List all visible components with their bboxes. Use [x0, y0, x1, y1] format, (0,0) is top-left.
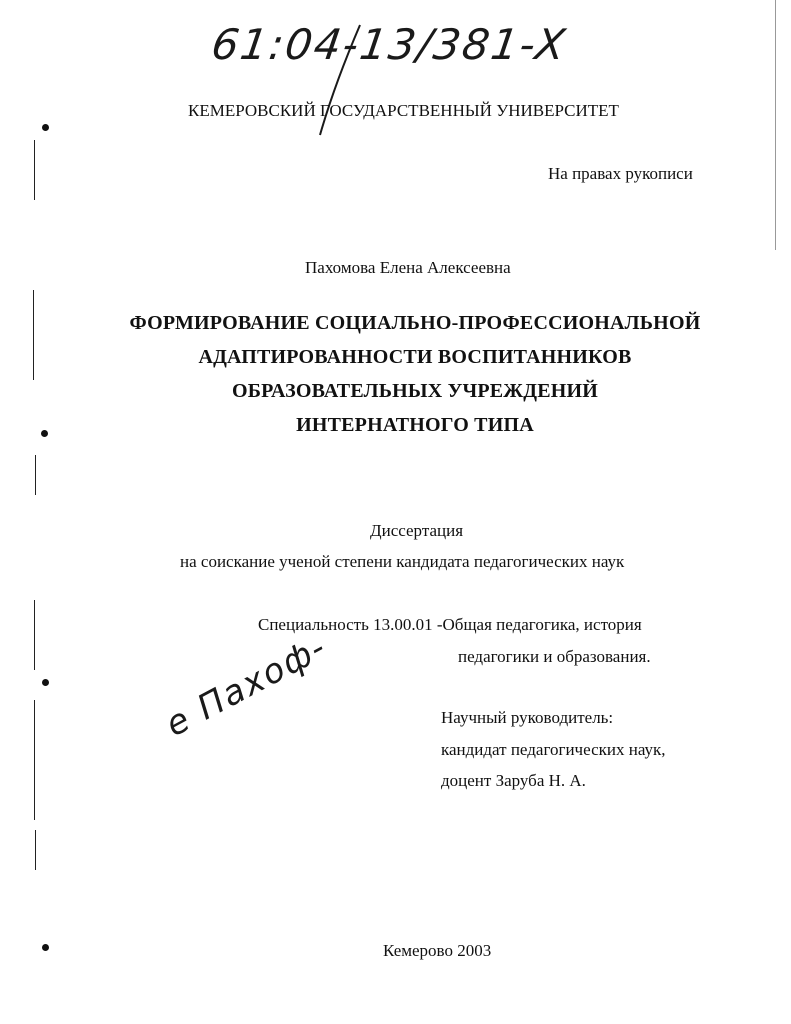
manuscript-note: На правах рукописи [548, 164, 693, 183]
work-type: Диссертация [370, 521, 464, 540]
title-line: ФОРМИРОВАНИЕ СОЦИАЛЬНО-ПРОФЕССИОНАЛЬНОЙ [129, 312, 701, 334]
specialty-line-2: педагогики и образования. [458, 647, 651, 666]
supervisor-label: Научный руководитель: [441, 708, 614, 727]
right-margin-line [775, 0, 776, 250]
margin-line [34, 700, 35, 820]
pen-stroke [300, 20, 370, 140]
university-name: КЕМЕРОВСКИЙ ГОСУДАРСТВЕННЫЙ УНИВЕРСИТЕТ [188, 101, 619, 120]
title-line: ИНТЕРНАТНОГО ТИПА [296, 414, 534, 436]
archive-code-handwritten: 61:04-13/381-X [208, 20, 570, 69]
author-name: Пахомова Елена Алексеевна [305, 258, 511, 277]
margin-line [35, 830, 36, 870]
margin-line [33, 290, 34, 380]
margin-line [34, 140, 35, 200]
author-signature: е Пахоф- [159, 626, 334, 745]
margin-line [34, 600, 35, 670]
dissertation-title [100, 306, 730, 442]
title-line: АДАПТИРОВАННОСТИ ВОСПИТАННИКОВ [198, 346, 632, 368]
supervisor-name: доцент Заруба Н. А. [441, 771, 586, 790]
binding-hole-mark [42, 944, 49, 951]
degree-line: на соискание ученой степени кандидата педагогических наук [180, 552, 625, 571]
specialty-line-1: Специальность 13.00.01 -Общая педагогика, история [258, 615, 642, 634]
binding-hole-mark [41, 430, 48, 437]
city-year: Кемерово 2003 [383, 941, 492, 960]
binding-hole-mark [42, 679, 49, 686]
margin-line [35, 455, 36, 495]
title-line: ОБРАЗОВАТЕЛЬНЫХ УЧРЕЖДЕНИЙ [231, 380, 599, 402]
binding-hole-mark [42, 124, 49, 131]
supervisor-degree: кандидат педагогических наук, [441, 740, 666, 759]
